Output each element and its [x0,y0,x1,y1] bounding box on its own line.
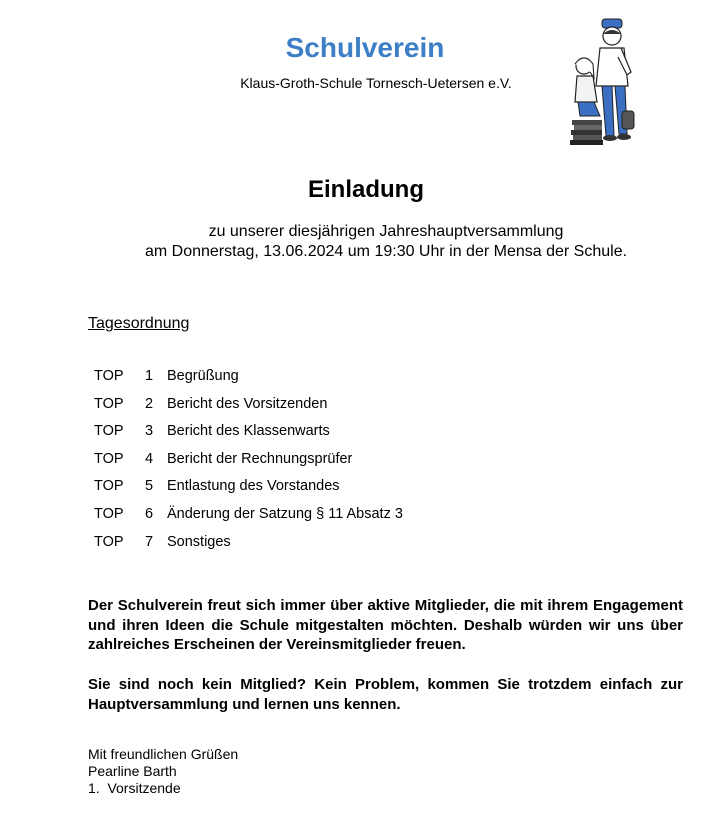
agenda-item [94,476,494,504]
org-subtitle: Klaus-Groth-Schule Tornesch-Uetersen e.V. [240,75,512,91]
agenda-item-number: 2 [145,395,154,412]
closing-greeting: Mit freundlichen Grüßen [88,746,239,762]
document-title: Einladung [308,176,424,203]
agenda-item-number: 5 [145,478,154,495]
org-name: Schulverein [285,32,445,63]
agenda-item [94,394,494,422]
agenda-item-top: TOP [94,423,124,440]
agenda-item-number: 6 [145,505,154,522]
agenda-item-number: 4 [145,450,154,467]
intro-text [0,222,722,262]
agenda-item-top: TOP [94,478,124,495]
agenda-item [94,504,494,532]
agenda-item [94,366,494,394]
agenda-item-label: Bericht des Klassenwarts [167,423,330,440]
agenda-item [94,449,494,477]
agenda-item-label: Bericht des Vorsitzenden [167,395,328,412]
intro-line-2: am Donnerstag, 13.06.2024 um 19:30 Uhr in der Mensa der Schule. [144,243,628,260]
closing-signature [88,746,238,797]
agenda-item-top: TOP [94,533,124,550]
invitation-paragraph: Sie sind noch kein Mitglied? Kein Problem, kommen Sie trotzdem einfach zur Hauptversammlung und lernen uns kennen. [88,676,683,713]
agenda-item-top: TOP [94,368,124,384]
agenda-item-number: 3 [145,423,154,440]
school-kids-logo [566,16,646,146]
agenda-list [94,366,494,559]
agenda-item-label: Entlastung des Vorstandes [167,478,340,495]
agenda-item-top: TOP [94,505,124,522]
agenda-item [94,532,494,560]
agenda-item-label: Sonstiges [167,533,231,550]
agenda-item-label: Begrüßung [167,368,239,384]
agenda-item-number: 7 [145,533,154,550]
agenda-item-top: TOP [94,395,124,412]
agenda-item-top: TOP [94,450,124,467]
intro-line-1: zu unserer diesjährigen Jahreshauptversammlung [208,223,564,240]
membership-paragraph: Der Schulverein freut sich immer über aktive Mitglieder, die mit ihrem Engagement und ihren Ideen die Schule mitgestalten möchten. Deshalb würden wir uns über zahlreiches Erscheinen der Vereinsmitglieder freuen. [88,597,683,653]
agenda-item-label: Änderung der Satzung § 11 Absatz 3 [167,505,403,522]
agenda-item [94,421,494,449]
agenda-item-label: Bericht der Rechnungsprüfer [167,450,353,467]
agenda-item-number: 1 [145,368,154,384]
signer-role: 1. Vorsitzende [88,780,181,796]
signer-name: Pearline Barth [88,763,177,779]
agenda-heading: Tagesordnung [88,315,190,332]
